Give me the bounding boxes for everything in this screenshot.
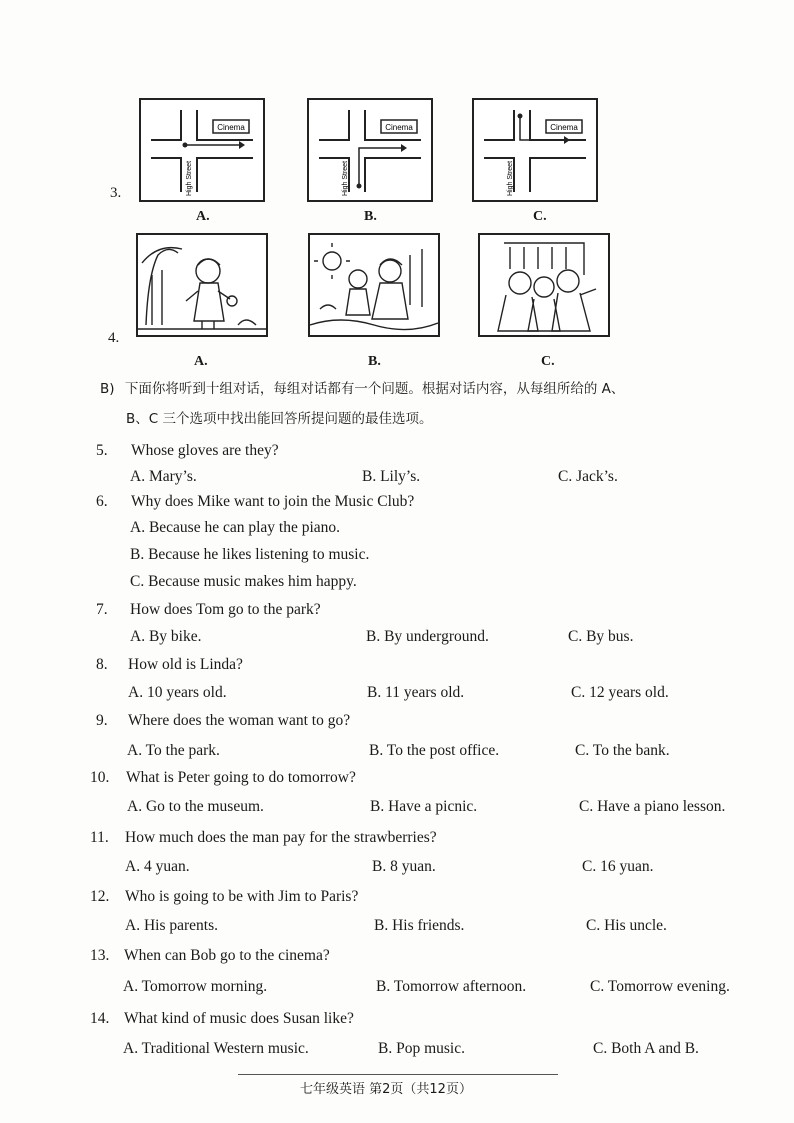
option-b: B. By underground. <box>366 628 489 645</box>
footer-divider <box>238 1074 558 1075</box>
question-number: 8. <box>96 656 108 673</box>
question-number: 9. <box>96 712 108 729</box>
option-b: B. 8 yuan. <box>372 858 436 875</box>
question-3-number: 3. <box>110 185 122 201</box>
option-a: A. Go to the museum. <box>127 798 264 815</box>
question-text: What is Peter going to do tomorrow? <box>126 769 356 786</box>
question-number: 5. <box>96 442 108 459</box>
option-c: C. Jack’s. <box>558 468 618 485</box>
option-a: A. His parents. <box>125 917 218 934</box>
option-c: C. By bus. <box>568 628 634 645</box>
picture-option-a <box>136 233 268 337</box>
question-text: When can Bob go to the cinema? <box>124 947 330 964</box>
option-a: A. Because he can play the piano. <box>130 519 341 536</box>
section-b-line-2: B、C 三个选项中找出能回答所提问题的最佳选项。 <box>126 411 433 427</box>
option-a: A. 4 yuan. <box>125 858 190 875</box>
option-a: A. Tomorrow morning. <box>123 978 268 995</box>
question-text: How does Tom go to the park? <box>130 601 321 618</box>
cinema-label: Cinema <box>217 123 245 132</box>
question-number: 13. <box>90 947 110 964</box>
street-label: High Street <box>507 160 514 196</box>
section-b-instructions <box>100 374 700 434</box>
option-c: C. 16 yuan. <box>582 858 654 875</box>
cinema-label: Cinema <box>550 123 578 132</box>
option-a: A. Traditional Western music. <box>123 1040 309 1057</box>
map-option-a <box>139 98 265 202</box>
option-b: B. 11 years old. <box>367 684 465 701</box>
street-label: High Street <box>186 160 193 196</box>
question-text: Where does the woman want to go? <box>128 712 351 729</box>
map-option-b <box>307 98 433 202</box>
question-number: 6. <box>96 493 108 510</box>
question-number: 10. <box>90 769 110 786</box>
map-option-c <box>472 98 598 202</box>
question-text: Why does Mike want to join the Music Club? <box>131 493 415 510</box>
option-b: B. His friends. <box>374 917 465 934</box>
question-text: Whose gloves are they? <box>131 442 279 459</box>
option-c: C. Because music makes him happy. <box>130 573 357 590</box>
picture-option-c <box>478 233 610 337</box>
question-text: What kind of music does Susan like? <box>124 1010 354 1027</box>
option-b: B. Because he likes listening to music. <box>130 546 370 563</box>
option-a: A. 10 years old. <box>128 684 227 701</box>
option-b: B. Tomorrow afternoon. <box>376 978 527 995</box>
question-number: 12. <box>90 888 110 905</box>
question-4-number: 4. <box>108 330 120 346</box>
q4-option-a-label: A. <box>194 354 208 369</box>
question-number: 11. <box>90 829 109 846</box>
section-b-line-1: 下面你将听到十组对话，每组对话都有一个问题。根据对话内容，从每组所给的 A、 <box>124 381 625 397</box>
picture-option-b <box>308 233 440 337</box>
section-b-label: B) <box>100 381 115 397</box>
option-c: C. His uncle. <box>586 917 667 934</box>
question-text: How old is Linda? <box>128 656 243 673</box>
question-number: 14. <box>90 1010 110 1027</box>
page-footer: 七年级英语 第2页（共12页） <box>300 1082 472 1097</box>
q4-option-b-label: B. <box>368 354 381 369</box>
q3-option-c-label: C. <box>533 209 547 224</box>
option-c: C. 12 years old. <box>571 684 669 701</box>
option-b: B. Lily’s. <box>362 468 421 485</box>
option-b: B. To the post office. <box>369 742 500 759</box>
question-text: How much does the man pay for the strawberries? <box>125 829 437 846</box>
q3-option-a-label: A. <box>196 209 210 224</box>
option-c: C. To the bank. <box>575 742 670 759</box>
question-text: Who is going to be with Jim to Paris? <box>125 888 359 905</box>
q4-option-c-label: C. <box>541 354 555 369</box>
option-c: C. Have a piano lesson. <box>579 798 726 815</box>
option-b: B. Have a picnic. <box>370 798 478 815</box>
option-a: A. Mary’s. <box>130 468 197 485</box>
question-number: 7. <box>96 601 108 618</box>
option-a: A. By bike. <box>130 628 202 645</box>
option-a: A. To the park. <box>127 742 220 759</box>
q3-option-b-label: B. <box>364 209 377 224</box>
street-label: High Street <box>342 160 349 196</box>
option-c: C. Tomorrow evening. <box>590 978 730 995</box>
cinema-label: Cinema <box>385 123 413 132</box>
option-b: B. Pop music. <box>378 1040 465 1057</box>
option-c: C. Both A and B. <box>593 1040 699 1057</box>
